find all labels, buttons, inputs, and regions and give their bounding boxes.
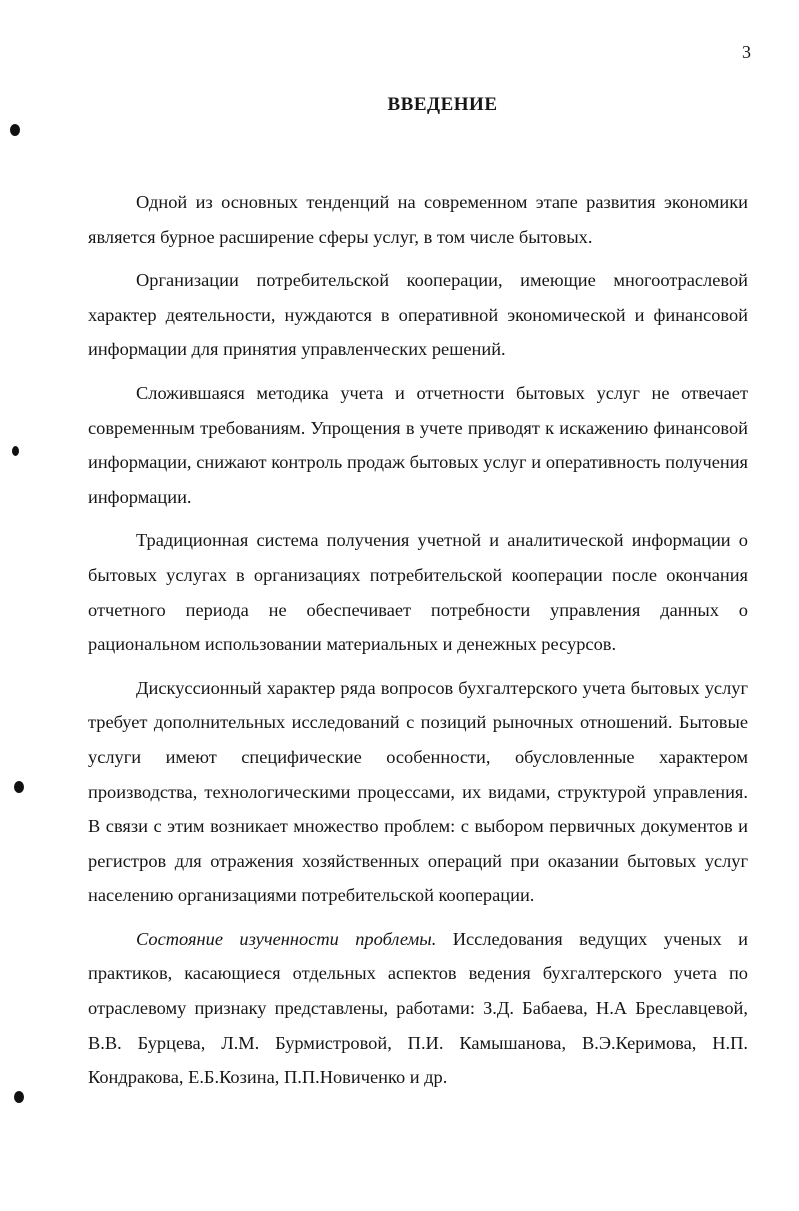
paragraph-text: Одной из основных тенденций на современном этапе развития экономики является бурное расширение сферы услуг, в том числе бытовых. <box>88 192 748 247</box>
paragraph <box>88 185 748 254</box>
paragraph-text: Организации потребительской кооперации, имеющие многоотраслевой характер деятельности, нуждаются в оперативной экономической и финансовой информации для принятия управленческих решений. <box>88 270 748 360</box>
page-title: ВВЕДЕНИЕ <box>387 94 498 115</box>
binder-hole-mark <box>14 1091 24 1103</box>
paragraph <box>88 671 748 913</box>
binder-hole-mark <box>14 781 24 793</box>
paragraph <box>88 922 748 1095</box>
paragraph-text: Дискуссионный характер ряда вопросов бухгалтерского учета бытовых услуг требует дополнительных исследований с позиций рыночных отношений. Бытовые услуги имеют специфические особенности, обусловленные характером производства, технологическими процессами, их видами, структурой управления. В связи с этим возникает множество проблем: с выбором первичных документов и регистров для отражения хозяйственных операций при оказании бытовых услуг населению организациями потребительской кооперации. <box>88 677 748 906</box>
page-number: 3 <box>742 42 751 62</box>
paragraph-text: Традиционная система получения учетной и аналитической информации о бытовых услугах в организациях потребительской кооперации после окончания отчетного периода не обеспечивает потребности управления данных о рациональном использовании материальных и денежных ресурсов. <box>88 530 748 655</box>
paragraph <box>88 523 748 661</box>
paragraph-lead: Состояние изученности проблемы. <box>136 928 437 949</box>
paragraph-text: Сложившаяся методика учета и отчетности бытовых услуг не отвечает современным требованиям. Упрощения в учете приводят к искажению финансовой информации, снижают контроль продаж бытовых услуг и оперативность получения информации. <box>88 382 748 507</box>
binder-hole-mark <box>10 124 20 136</box>
body-text <box>88 185 748 1104</box>
paragraph-text: Исследования ведущих ученых и практиков, касающиеся отдельных аспектов ведения бухгалтерского учета по отраслевому признаку представлены, работами: З.Д. Бабаева, Н.А Бреславцевой, В.В. Бурцева, Л.М. Бурмистровой, П.И. Камышанова, В.Э.Керимова, Н.П. Кондракова, Е.Б.Козина, П.П.Новиченко и др. <box>88 928 748 1088</box>
binder-hole-mark <box>12 446 19 456</box>
paragraph <box>88 263 748 367</box>
paragraph <box>88 376 748 514</box>
